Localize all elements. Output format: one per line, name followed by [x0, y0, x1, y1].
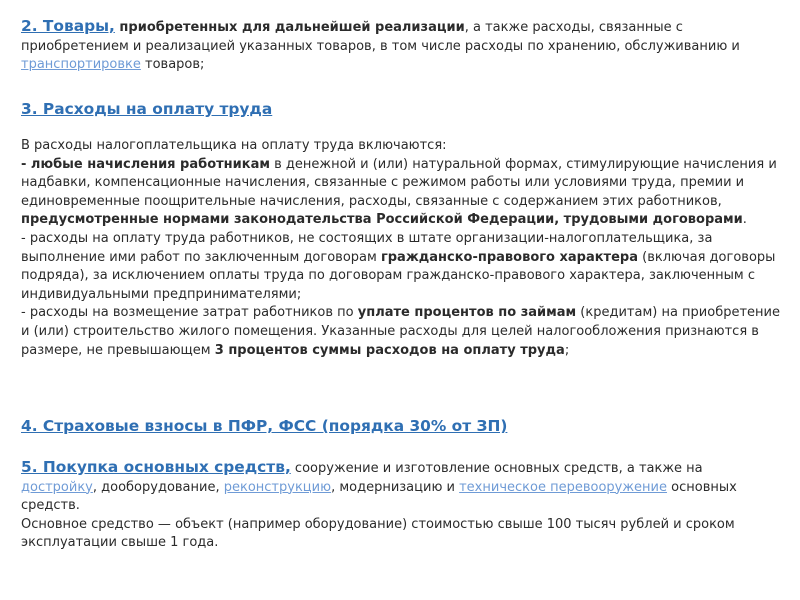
section-4-title: 4. Страховые взносы в ПФР, ФСС (порядка 30% от ЗП) — [21, 417, 508, 435]
item-1-bold: - любые начисления работникам — [21, 156, 270, 172]
reconstruction-link[interactable]: реконструкцию — [223, 479, 332, 495]
item-1-bold-2: предусмотренные нормами законодательства Российской Федерации, трудовыми договорами — [21, 212, 743, 228]
item-3-end: ; — [564, 342, 570, 358]
fixed-asset-definition: Основное средство — объект (например оборудование) стоимостью свыше 100 тысяч рублей и сроком эксплуатации свыше 1 года. — [21, 516, 735, 551]
item-2-bold: гражданско-правового характера — [380, 249, 638, 265]
section-2-paragraph — [21, 17, 781, 75]
item-3-bold-2: 3 процентов суммы расходов на оплату труда — [214, 342, 565, 358]
section-5-text: сооружение и изготовление основных средств, а также на — [290, 461, 703, 476]
item-3-bold: уплате процентов по займам — [357, 305, 577, 321]
item-2-text: - расходы на оплату труда работников, не состоящих в штате организации-налогоплательщика, за выполнение ими работ по заключенным договорам — [21, 230, 713, 265]
item-2-text-2: (включая договоры подряда), за исключением оплаты труда по договорам гражданско-правового характера, заключенным с индивидуальными предпринимателями; — [21, 249, 776, 302]
section-5-text-c: , модернизацию и — [331, 479, 460, 495]
item-1-end: . — [742, 212, 747, 228]
section-2-title: 2. Товары, — [21, 17, 115, 35]
section-3-intro: В расходы налогоплательщика на оплату труда включаются: — [21, 138, 447, 153]
section-3-body — [21, 137, 781, 360]
completion-link[interactable]: достройку — [21, 479, 93, 495]
section-2-text-end: товаров; — [140, 57, 205, 73]
section-5-text-b: , дооборудование, — [92, 479, 224, 495]
item-3-text: - расходы на возмещение затрат работников по — [21, 305, 358, 321]
section-2-text: , а также расходы, связанные с приобретением и реализацией указанных товаров, в том числе расходы по хранению, обслуживанию и — [21, 20, 740, 54]
item-1-text: в денежной и (или) натуральной формах, стимулирующие начисления и надбавки, компенсационные начисления, связанные с режимом работы или условиями труда, премии и единовременные поощрительные начисления, расходы, связанные с содержанием этих работников, — [21, 156, 777, 209]
section-2-bold-text: приобретенных для дальнейшей реализации — [114, 20, 465, 35]
section-5-paragraph — [21, 458, 781, 553]
section-5-text-d: основных средств. — [21, 479, 737, 514]
transport-link[interactable]: транспортировке — [21, 57, 141, 73]
section-5-title: 5. Покупка основных средств, — [21, 458, 291, 476]
technical-reequipment-link[interactable]: техническое перевооружение — [459, 479, 668, 495]
item-3-text-2: (кредитам) на приобретение и (или) строительство жилого помещения. Указанные расходы для целей налогообложения признаются в размере, не превышающем — [21, 305, 780, 358]
section-3-title: 3. Расходы на оплату труда — [21, 100, 273, 118]
